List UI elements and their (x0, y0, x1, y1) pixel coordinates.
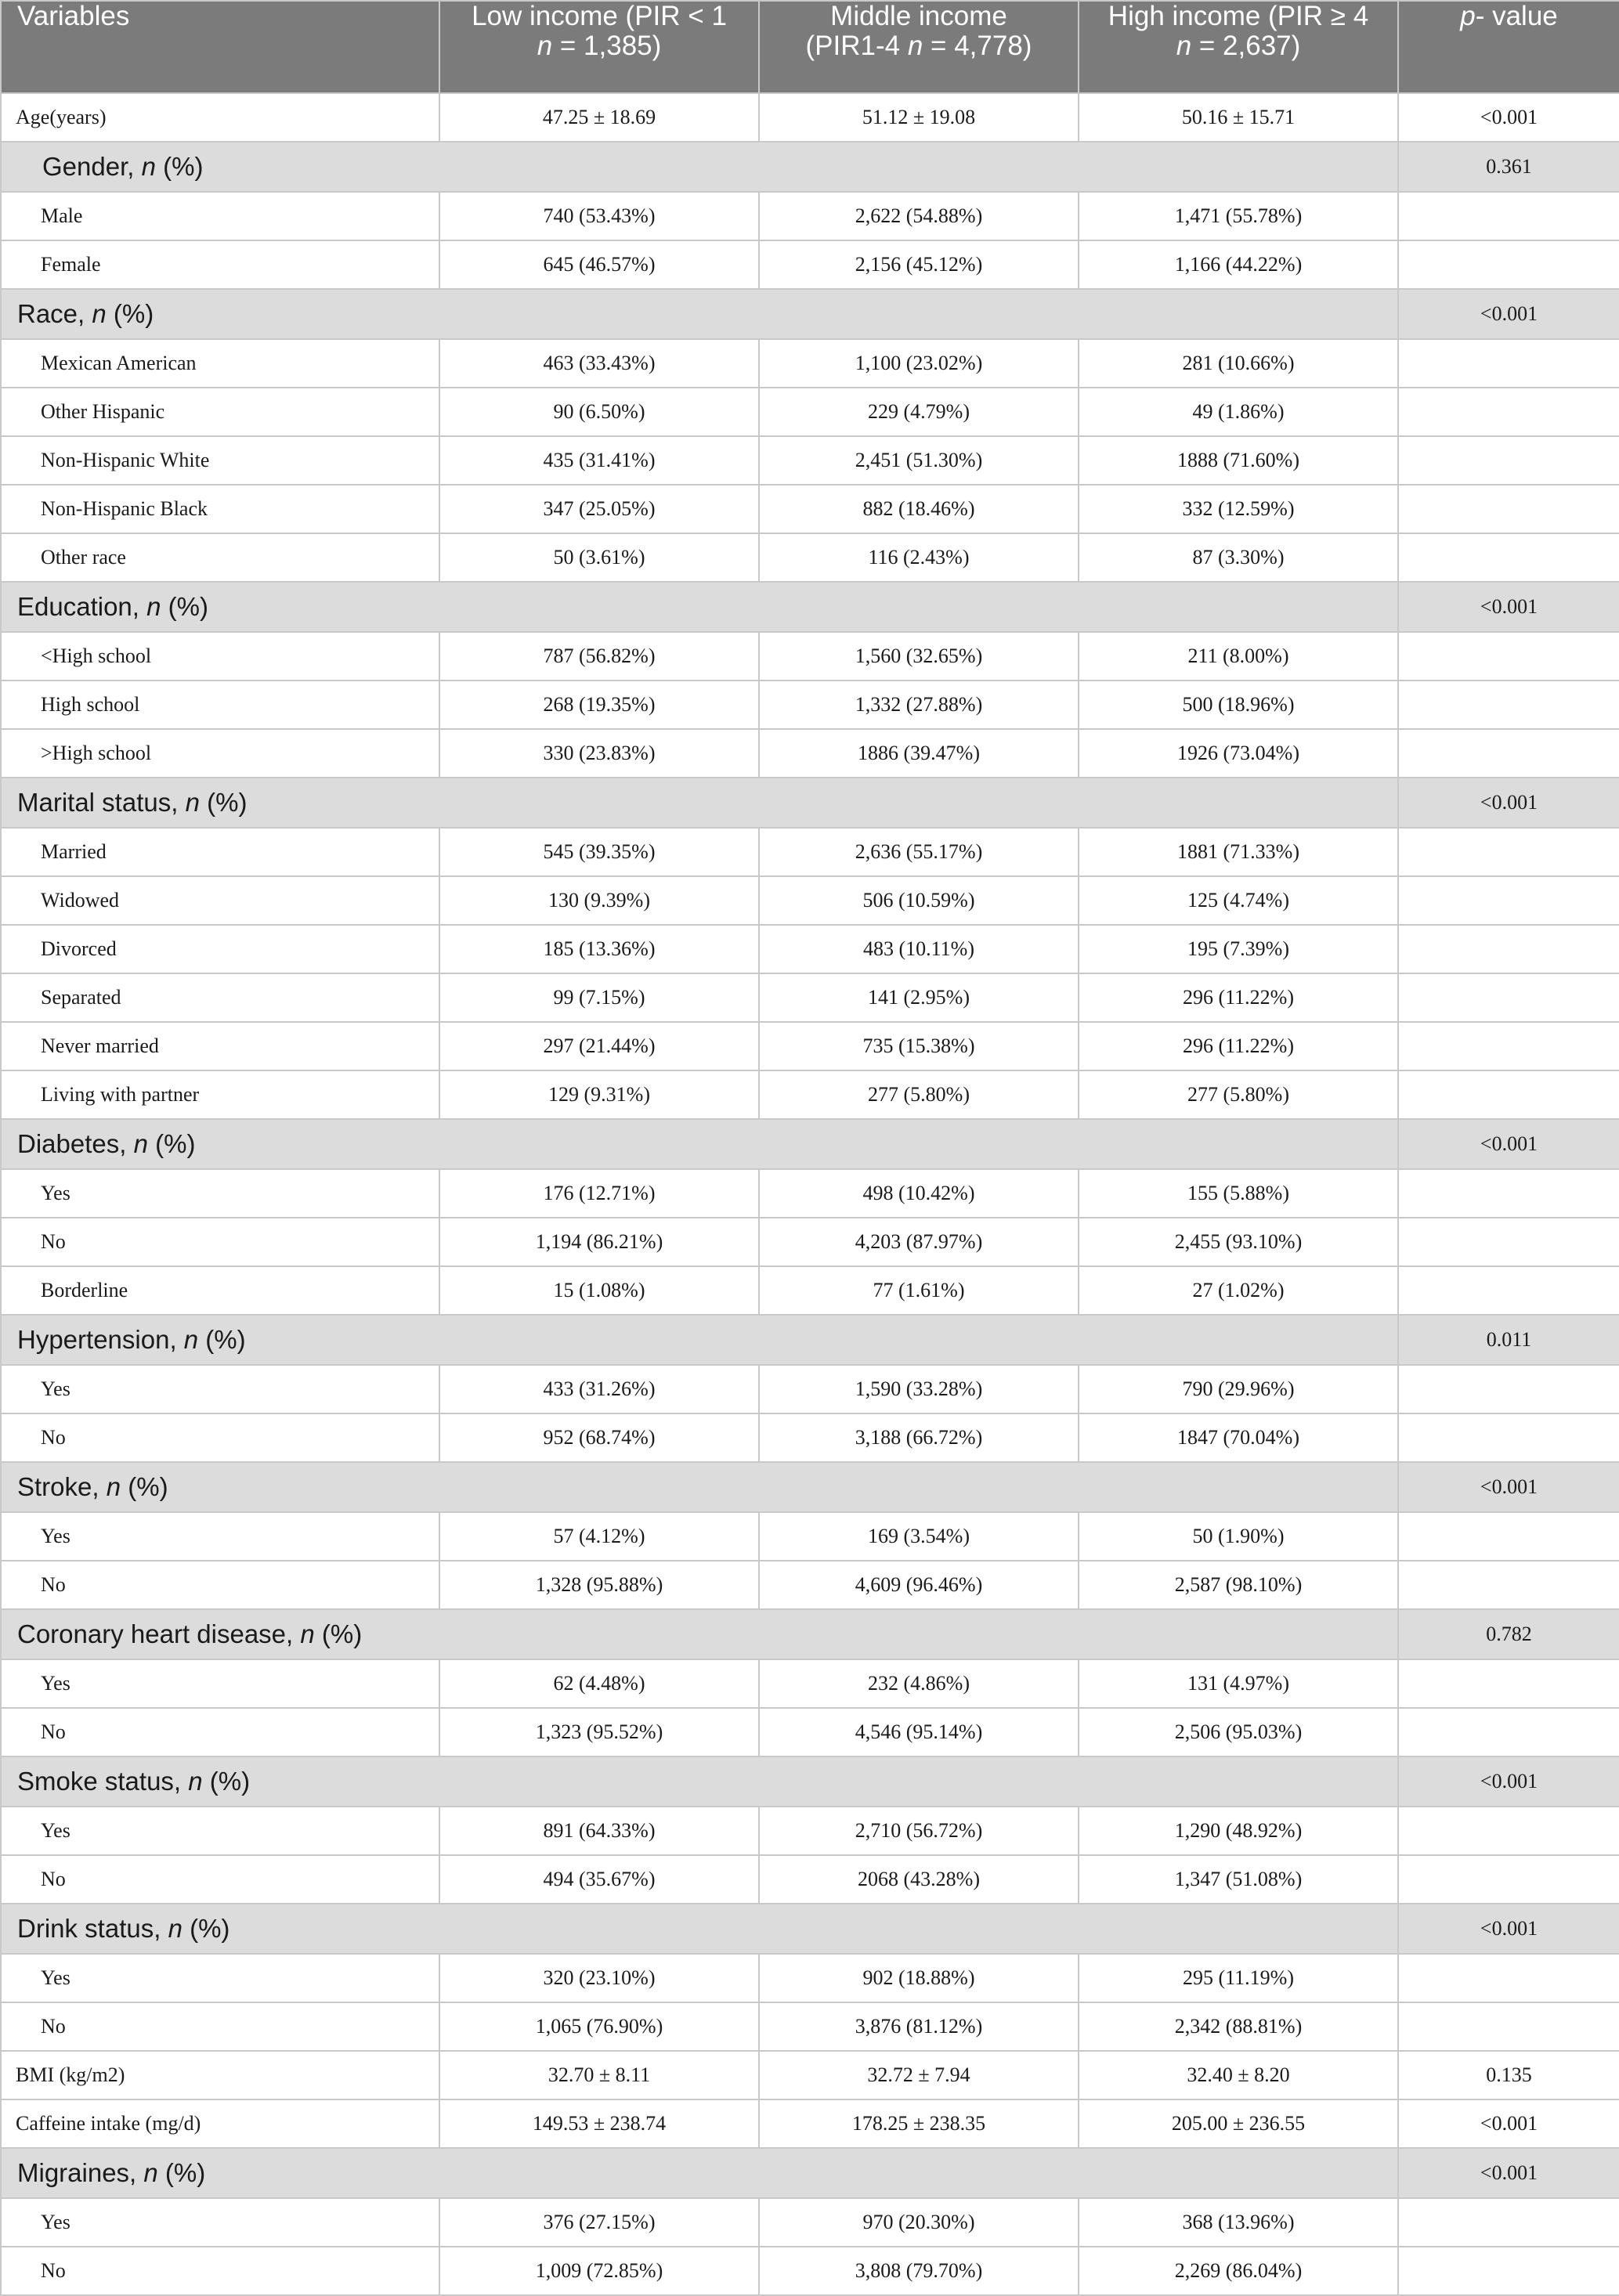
low-income-cell: 57 (4.12%) (439, 1512, 759, 1561)
p-value-cell (1398, 1169, 1619, 1218)
p-value-cell (1398, 729, 1619, 778)
p-value-cell (1398, 240, 1619, 289)
table-row (1, 533, 1619, 582)
variable-label-cell: No (1, 1218, 439, 1266)
middle-income-cell: 232 (4.86%) (759, 1659, 1079, 1708)
high-income-cell: 2,587 (98.10%) (1079, 1561, 1398, 1609)
section-header-row (1, 1756, 1619, 1807)
variable-label-cell: >High school (1, 729, 439, 778)
variable-label-cell: <High school (1, 632, 439, 680)
table-header-row (1, 1, 1619, 93)
header-low-income-line1: Low income (PIR < 1 (472, 1, 727, 31)
table-row (1, 436, 1619, 485)
table-row (1, 339, 1619, 388)
p-value-cell: <0.001 (1398, 2148, 1619, 2198)
p-value-cell (1398, 339, 1619, 388)
low-income-cell: 952 (68.74%) (439, 1413, 759, 1462)
high-income-cell: 332 (12.59%) (1079, 485, 1398, 533)
p-value-cell: <0.001 (1398, 582, 1619, 632)
section-header-row (1, 1119, 1619, 1169)
table-row (1, 680, 1619, 729)
header-variables-label: Variables (17, 1, 130, 31)
p-value-cell: 0.135 (1398, 2051, 1619, 2099)
high-income-cell: 2,455 (93.10%) (1079, 1218, 1398, 1266)
high-income-cell: 500 (18.96%) (1079, 680, 1398, 729)
variable-label-cell: Non-Hispanic Black (1, 485, 439, 533)
p-value-cell (1398, 1365, 1619, 1413)
table-row (1, 2198, 1619, 2247)
section-header-row (1, 142, 1619, 192)
variable-label-cell: Male (1, 192, 439, 240)
low-income-cell: 320 (23.10%) (439, 1954, 759, 2002)
p-value-cell (1398, 533, 1619, 582)
header-p-value: p- value (1398, 1, 1619, 93)
p-value-cell (1398, 1807, 1619, 1855)
low-income-cell: 149.53 ± 238.74 (439, 2099, 759, 2148)
low-income-cell: 347 (25.05%) (439, 485, 759, 533)
p-value-cell: 0.011 (1398, 1315, 1619, 1365)
high-income-cell: 1,471 (55.78%) (1079, 192, 1398, 240)
low-income-cell: 129 (9.31%) (439, 1070, 759, 1119)
table-row (1, 240, 1619, 289)
middle-income-cell: 2068 (43.28%) (759, 1855, 1079, 1904)
section-header-row (1, 1904, 1619, 1954)
high-income-cell: 790 (29.96%) (1079, 1365, 1398, 1413)
middle-income-cell: 2,622 (54.88%) (759, 192, 1079, 240)
low-income-cell: 740 (53.43%) (439, 192, 759, 240)
middle-income-cell: 1886 (39.47%) (759, 729, 1079, 778)
high-income-cell: 368 (13.96%) (1079, 2198, 1398, 2247)
p-value-cell: <0.001 (1398, 1756, 1619, 1807)
header-middle-income-line2: (PIR1-4 n = 4,778) (805, 31, 1032, 61)
middle-income-cell: 4,609 (96.46%) (759, 1561, 1079, 1609)
high-income-cell: 1,290 (48.92%) (1079, 1807, 1398, 1855)
section-header-row (1, 2148, 1619, 2198)
section-label: Migraines, n (%) (1, 2148, 1398, 2198)
header-middle-income-line1: Middle income (830, 1, 1007, 31)
section-label: Diabetes, n (%) (1, 1119, 1398, 1169)
p-value-cell: <0.001 (1398, 93, 1619, 142)
high-income-cell: 296 (11.22%) (1079, 1022, 1398, 1070)
table-row (1, 93, 1619, 142)
low-income-cell: 463 (33.43%) (439, 339, 759, 388)
low-income-cell: 1,065 (76.90%) (439, 2002, 759, 2051)
variable-label-cell: Yes (1, 1659, 439, 1708)
variable-label-cell: Married (1, 828, 439, 876)
section-header-row (1, 778, 1619, 828)
p-value-cell (1398, 1070, 1619, 1119)
p-value-cell (1398, 1266, 1619, 1315)
high-income-cell: 131 (4.97%) (1079, 1659, 1398, 1708)
middle-income-cell: 735 (15.38%) (759, 1022, 1079, 1070)
section-label: Race, n (%) (1, 289, 1398, 339)
middle-income-cell: 2,710 (56.72%) (759, 1807, 1079, 1855)
low-income-cell: 433 (31.26%) (439, 1365, 759, 1413)
p-value-cell (1398, 1413, 1619, 1462)
p-value-cell (1398, 1659, 1619, 1708)
low-income-cell: 62 (4.48%) (439, 1659, 759, 1708)
section-header-row (1, 1462, 1619, 1512)
table-row (1, 1365, 1619, 1413)
middle-income-cell: 178.25 ± 238.35 (759, 2099, 1079, 2148)
p-value-cell (1398, 828, 1619, 876)
middle-income-cell: 882 (18.46%) (759, 485, 1079, 533)
p-value-cell (1398, 192, 1619, 240)
low-income-cell: 1,323 (95.52%) (439, 1708, 759, 1756)
variable-label-cell: Other race (1, 533, 439, 582)
p-value-cell: <0.001 (1398, 1904, 1619, 1954)
variable-label-cell: No (1, 1708, 439, 1756)
middle-income-cell: 2,156 (45.12%) (759, 240, 1079, 289)
high-income-cell: 1,166 (44.22%) (1079, 240, 1398, 289)
variable-label-cell: Other Hispanic (1, 388, 439, 436)
table-row (1, 1169, 1619, 1218)
variable-label-cell: Caffeine intake (mg/d) (1, 2099, 439, 2148)
variable-label-cell: No (1, 2002, 439, 2051)
variable-label-cell: Non-Hispanic White (1, 436, 439, 485)
high-income-cell: 2,342 (88.81%) (1079, 2002, 1398, 2051)
low-income-cell: 545 (39.35%) (439, 828, 759, 876)
p-value-cell (1398, 973, 1619, 1022)
high-income-cell: 32.40 ± 8.20 (1079, 2051, 1398, 2099)
variable-label-cell: Yes (1, 1169, 439, 1218)
table-row (1, 828, 1619, 876)
variable-label-cell: Age(years) (1, 93, 439, 142)
section-header-row (1, 1315, 1619, 1365)
middle-income-cell: 2,636 (55.17%) (759, 828, 1079, 876)
high-income-cell: 1881 (71.33%) (1079, 828, 1398, 876)
p-value-cell (1398, 632, 1619, 680)
table-row (1, 388, 1619, 436)
high-income-cell: 1926 (73.04%) (1079, 729, 1398, 778)
high-income-cell: 155 (5.88%) (1079, 1169, 1398, 1218)
middle-income-cell: 116 (2.43%) (759, 533, 1079, 582)
p-value-cell (1398, 2198, 1619, 2247)
low-income-cell: 1,009 (72.85%) (439, 2247, 759, 2295)
low-income-cell: 330 (23.83%) (439, 729, 759, 778)
p-value-cell: <0.001 (1398, 778, 1619, 828)
table-row (1, 1807, 1619, 1855)
low-income-cell: 645 (46.57%) (439, 240, 759, 289)
p-value-cell (1398, 2002, 1619, 2051)
variable-label-cell: No (1, 2247, 439, 2295)
middle-income-cell: 3,188 (66.72%) (759, 1413, 1079, 1462)
section-label: Coronary heart disease, n (%) (1, 1609, 1398, 1659)
middle-income-cell: 3,808 (79.70%) (759, 2247, 1079, 2295)
low-income-cell: 494 (35.67%) (439, 1855, 759, 1904)
middle-income-cell: 1,590 (33.28%) (759, 1365, 1079, 1413)
header-low-income (439, 1, 759, 93)
table-row (1, 1561, 1619, 1609)
variable-label-cell: Yes (1, 1807, 439, 1855)
section-label: Smoke status, n (%) (1, 1756, 1398, 1807)
table-row (1, 2002, 1619, 2051)
middle-income-cell: 483 (10.11%) (759, 925, 1079, 973)
variable-label-cell: Separated (1, 973, 439, 1022)
high-income-cell: 205.00 ± 236.55 (1079, 2099, 1398, 2148)
section-header-row (1, 289, 1619, 339)
variable-label-cell: No (1, 1561, 439, 1609)
low-income-cell: 376 (27.15%) (439, 2198, 759, 2247)
table-row (1, 1218, 1619, 1266)
variable-label-cell: Yes (1, 2198, 439, 2247)
header-variables (1, 1, 439, 93)
low-income-cell: 787 (56.82%) (439, 632, 759, 680)
header-high-income (1079, 1, 1398, 93)
middle-income-cell: 902 (18.88%) (759, 1954, 1079, 2002)
middle-income-cell: 169 (3.54%) (759, 1512, 1079, 1561)
table-row (1, 1512, 1619, 1561)
high-income-cell: 50.16 ± 15.71 (1079, 93, 1398, 142)
variable-label-cell: No (1, 1413, 439, 1462)
high-income-cell: 125 (4.74%) (1079, 876, 1398, 925)
high-income-cell: 50 (1.90%) (1079, 1512, 1398, 1561)
low-income-cell: 90 (6.50%) (439, 388, 759, 436)
p-value-cell (1398, 680, 1619, 729)
table-row (1, 1413, 1619, 1462)
low-income-cell: 268 (19.35%) (439, 680, 759, 729)
table-row (1, 2099, 1619, 2148)
high-income-cell: 1,347 (51.08%) (1079, 1855, 1398, 1904)
low-income-cell: 1,194 (86.21%) (439, 1218, 759, 1266)
high-income-cell: 296 (11.22%) (1079, 973, 1398, 1022)
middle-income-cell: 77 (1.61%) (759, 1266, 1079, 1315)
section-label: Gender, n (%) (1, 142, 1398, 192)
p-value-cell (1398, 876, 1619, 925)
table-row (1, 729, 1619, 778)
p-value-cell: <0.001 (1398, 289, 1619, 339)
p-value-cell: <0.001 (1398, 2099, 1619, 2148)
middle-income-cell: 1,100 (23.02%) (759, 339, 1079, 388)
variable-label-cell: BMI (kg/m2) (1, 2051, 439, 2099)
variable-label-cell: Divorced (1, 925, 439, 973)
middle-income-cell: 2,451 (51.30%) (759, 436, 1079, 485)
middle-income-cell: 498 (10.42%) (759, 1169, 1079, 1218)
low-income-cell: 297 (21.44%) (439, 1022, 759, 1070)
p-value-cell (1398, 925, 1619, 973)
high-income-cell: 211 (8.00%) (1079, 632, 1398, 680)
p-value-cell: <0.001 (1398, 1119, 1619, 1169)
middle-income-cell: 277 (5.80%) (759, 1070, 1079, 1119)
table-row (1, 1266, 1619, 1315)
low-income-cell: 185 (13.36%) (439, 925, 759, 973)
middle-income-cell: 229 (4.79%) (759, 388, 1079, 436)
table-row (1, 192, 1619, 240)
high-income-cell: 295 (11.19%) (1079, 1954, 1398, 2002)
header-high-income-line2: n = 2,637) (1176, 31, 1301, 61)
high-income-cell: 2,506 (95.03%) (1079, 1708, 1398, 1756)
table-row (1, 1659, 1619, 1708)
variable-label-cell: Female (1, 240, 439, 289)
high-income-cell: 2,269 (86.04%) (1079, 2247, 1398, 2295)
section-label: Hypertension, n (%) (1, 1315, 1398, 1365)
p-value-cell (1398, 1561, 1619, 1609)
table-row (1, 1070, 1619, 1119)
table-row (1, 925, 1619, 973)
section-header-row (1, 1609, 1619, 1659)
variable-label-cell: Yes (1, 1954, 439, 2002)
low-income-cell: 32.70 ± 8.11 (439, 2051, 759, 2099)
table-row (1, 1855, 1619, 1904)
high-income-cell: 1847 (70.04%) (1079, 1413, 1398, 1462)
middle-income-cell: 506 (10.59%) (759, 876, 1079, 925)
section-header-row (1, 582, 1619, 632)
table-row (1, 1022, 1619, 1070)
variable-label-cell: Yes (1, 1512, 439, 1561)
high-income-cell: 1888 (71.60%) (1079, 436, 1398, 485)
low-income-cell: 176 (12.71%) (439, 1169, 759, 1218)
p-value-cell (1398, 388, 1619, 436)
table-row (1, 1954, 1619, 2002)
low-income-cell: 1,328 (95.88%) (439, 1561, 759, 1609)
middle-income-cell: 970 (20.30%) (759, 2198, 1079, 2247)
p-value-cell (1398, 485, 1619, 533)
p-value-cell (1398, 1218, 1619, 1266)
high-income-cell: 27 (1.02%) (1079, 1266, 1398, 1315)
header-middle-income (759, 1, 1079, 93)
high-income-cell: 281 (10.66%) (1079, 339, 1398, 388)
p-value-cell (1398, 2247, 1619, 2295)
header-low-income-line2: n = 1,385) (537, 31, 662, 61)
middle-income-cell: 1,560 (32.65%) (759, 632, 1079, 680)
low-income-cell: 130 (9.39%) (439, 876, 759, 925)
table-row (1, 2247, 1619, 2295)
variable-label-cell: No (1, 1855, 439, 1904)
variable-label-cell: Widowed (1, 876, 439, 925)
variable-label-cell: High school (1, 680, 439, 729)
p-value-cell (1398, 1022, 1619, 1070)
table-row (1, 632, 1619, 680)
section-label: Stroke, n (%) (1, 1462, 1398, 1512)
p-value-cell (1398, 1855, 1619, 1904)
p-value-cell (1398, 1512, 1619, 1561)
p-value-cell: 0.361 (1398, 142, 1619, 192)
section-label: Marital status, n (%) (1, 778, 1398, 828)
middle-income-cell: 4,203 (87.97%) (759, 1218, 1079, 1266)
variable-label-cell: Yes (1, 1365, 439, 1413)
p-value-cell (1398, 436, 1619, 485)
middle-income-cell: 1,332 (27.88%) (759, 680, 1079, 729)
section-label: Drink status, n (%) (1, 1904, 1398, 1954)
high-income-cell: 277 (5.80%) (1079, 1070, 1398, 1119)
low-income-cell: 15 (1.08%) (439, 1266, 759, 1315)
high-income-cell: 87 (3.30%) (1079, 533, 1398, 582)
table-body (1, 93, 1619, 2295)
variable-label-cell: Mexican American (1, 339, 439, 388)
high-income-cell: 49 (1.86%) (1079, 388, 1398, 436)
p-value-cell (1398, 1708, 1619, 1756)
p-value-cell (1398, 1954, 1619, 2002)
table-row (1, 876, 1619, 925)
variable-label-cell: Borderline (1, 1266, 439, 1315)
table-row (1, 973, 1619, 1022)
low-income-cell: 47.25 ± 18.69 (439, 93, 759, 142)
p-value-cell: 0.782 (1398, 1609, 1619, 1659)
middle-income-cell: 3,876 (81.12%) (759, 2002, 1079, 2051)
middle-income-cell: 141 (2.95%) (759, 973, 1079, 1022)
low-income-cell: 891 (64.33%) (439, 1807, 759, 1855)
header-high-income-line1: High income (PIR ≥ 4 (1108, 1, 1369, 31)
low-income-cell: 435 (31.41%) (439, 436, 759, 485)
section-label: Education, n (%) (1, 582, 1398, 632)
middle-income-cell: 4,546 (95.14%) (759, 1708, 1079, 1756)
middle-income-cell: 32.72 ± 7.94 (759, 2051, 1079, 2099)
table-row (1, 2051, 1619, 2099)
middle-income-cell: 51.12 ± 19.08 (759, 93, 1079, 142)
low-income-cell: 50 (3.61%) (439, 533, 759, 582)
table-row (1, 485, 1619, 533)
variable-label-cell: Never married (1, 1022, 439, 1070)
high-income-cell: 195 (7.39%) (1079, 925, 1398, 973)
low-income-cell: 99 (7.15%) (439, 973, 759, 1022)
variable-label-cell: Living with partner (1, 1070, 439, 1119)
p-value-cell: <0.001 (1398, 1462, 1619, 1512)
table-row (1, 1708, 1619, 1756)
